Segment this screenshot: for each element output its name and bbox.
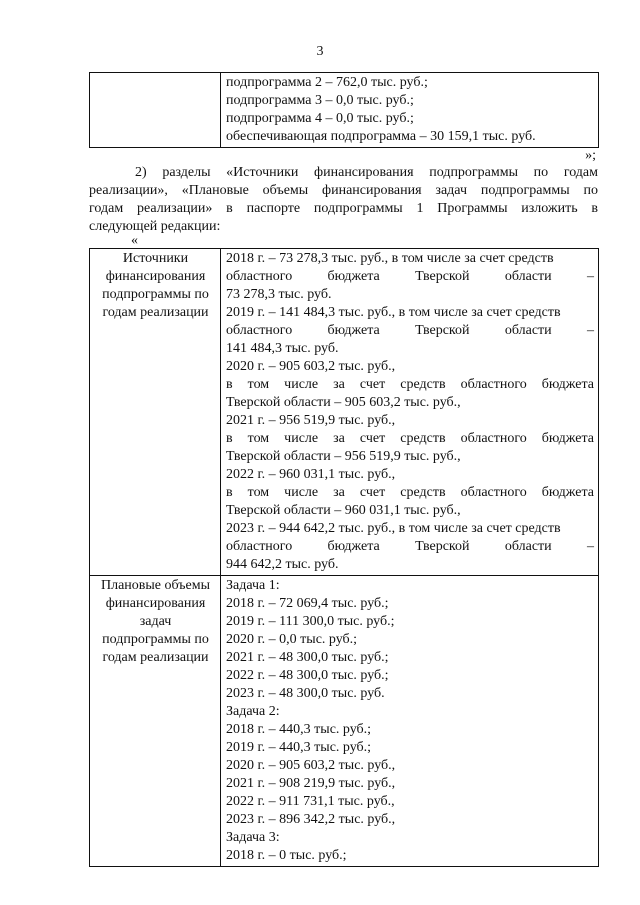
task-funding-line: 2018 г. – 440,3 тыс. руб.;	[226, 722, 372, 737]
row-header-line: финансирования	[105, 269, 206, 284]
row-header-line: подпрограммы по	[102, 287, 209, 302]
row-header-line: годам реализации	[102, 650, 209, 665]
task-funding-line: 2022 г. – 48 300,0 тыс. руб.;	[226, 668, 389, 683]
funding-line: 73 278,3 тыс. руб.	[226, 287, 332, 302]
funding-line: в том числе за счет средств областного бюджета	[226, 431, 594, 446]
task-funding-line: 2019 г. – 111 300,0 тыс. руб.;	[226, 614, 395, 629]
funding-line: 2020 г. – 905 603,2 тыс. руб.,	[226, 359, 396, 374]
subprogram-line: подпрограмма 4 – 0,0 тыс. руб.;	[226, 111, 414, 126]
funding-line: 2022 г. – 960 031,1 тыс. руб.,	[226, 467, 396, 482]
task-funding-line: 2021 г. – 48 300,0 тыс. руб.;	[226, 650, 389, 665]
amendment-paragraph	[89, 164, 598, 236]
task-funding-line: 2019 г. – 440,3 тыс. руб.;	[226, 740, 372, 755]
paragraph-line: годам реализации» в паспорте подпрограммы 1 Программы изложить в	[89, 201, 598, 216]
row-header-line: Плановые объемы	[100, 578, 211, 593]
table-row	[90, 73, 599, 148]
funding-line: Тверской области – 960 031,1 тыс. руб.,	[226, 503, 461, 518]
task-funding-line: 2018 г. – 72 069,4 тыс. руб.;	[226, 596, 389, 611]
subprogram-line: подпрограмма 3 – 0,0 тыс. руб.;	[226, 93, 414, 108]
task-funding-line: 2023 г. – 896 342,2 тыс. руб.,	[226, 812, 396, 827]
paragraph-line: реализации», «Плановые объемы финансирования задач подпрограммы по	[89, 183, 598, 198]
funding-line: 141 484,3 тыс. руб.	[226, 341, 339, 356]
funding-line: в том числе за счет средств областного бюджета	[226, 377, 594, 392]
funding-line: областного бюджета Тверской области –	[226, 269, 594, 284]
table-cell-subprograms	[221, 73, 599, 148]
row-header-line: Источники	[122, 251, 189, 266]
paragraph-line: 2) разделы «Источники финансирования подпрограммы по годам	[135, 165, 598, 180]
task-funding-line: Задача 3:	[226, 830, 280, 845]
funding-line: 2023 г. – 944 642,2 тыс. руб., в том числе за счет средств	[226, 521, 561, 536]
funding-sources-cell	[221, 249, 599, 576]
row-header-line: задач	[139, 614, 172, 629]
planned-volumes-cell	[221, 576, 599, 867]
table-row-planned-volumes	[90, 576, 599, 867]
passport-table	[89, 248, 599, 867]
task-funding-line: 2020 г. – 0,0 тыс. руб.;	[226, 632, 358, 647]
task-funding-line: 2023 г. – 48 300,0 тыс. руб.	[226, 686, 385, 701]
row-header-planned-volumes	[90, 576, 221, 867]
funding-line: областного бюджета Тверской области –	[226, 539, 594, 554]
table-cell-empty	[90, 73, 221, 148]
funding-line: 2019 г. – 141 484,3 тыс. руб., в том числе за счет средств	[226, 305, 561, 320]
opening-quote: «	[131, 233, 138, 248]
subprogram-line: подпрограмма 2 – 762,0 тыс. руб.;	[226, 75, 428, 90]
funding-line: областного бюджета Тверской области –	[226, 323, 594, 338]
funding-line: Тверской области – 905 603,2 тыс. руб.,	[226, 395, 461, 410]
row-header-line: финансирования	[105, 596, 206, 611]
task-funding-line: Задача 2:	[226, 704, 280, 719]
funding-line: 2021 г. – 956 519,9 тыс. руб.,	[226, 413, 396, 428]
row-header-line: годам реализации	[102, 305, 209, 320]
subprogram-line: обеспечивающая подпрограмма – 30 159,1 тыс. руб.	[226, 129, 536, 144]
task-funding-line: 2021 г. – 908 219,9 тыс. руб.,	[226, 776, 396, 791]
paragraph-line: следующей редакции:	[89, 219, 221, 234]
funding-line: в том числе за счет средств областного бюджета	[226, 485, 594, 500]
funding-line: 2018 г. – 73 278,3 тыс. руб., в том числе за счет средств	[226, 251, 554, 266]
funding-line: 944 642,2 тыс. руб.	[226, 557, 339, 572]
funding-line: Тверской области – 956 519,9 тыс. руб.,	[226, 449, 461, 464]
task-funding-line: Задача 1:	[226, 578, 280, 593]
closing-quote: »;	[585, 148, 596, 163]
table-row-funding-sources	[90, 249, 599, 576]
task-funding-line: 2022 г. – 911 731,1 тыс. руб.,	[226, 794, 395, 809]
task-funding-line: 2020 г. – 905 603,2 тыс. руб.,	[226, 758, 396, 773]
task-funding-line: 2018 г. – 0 тыс. руб.;	[226, 848, 347, 863]
continuation-table	[89, 72, 599, 148]
page-number: 3	[316, 44, 324, 59]
row-header-funding-sources	[90, 249, 221, 576]
row-header-line: подпрограммы по	[102, 632, 209, 647]
